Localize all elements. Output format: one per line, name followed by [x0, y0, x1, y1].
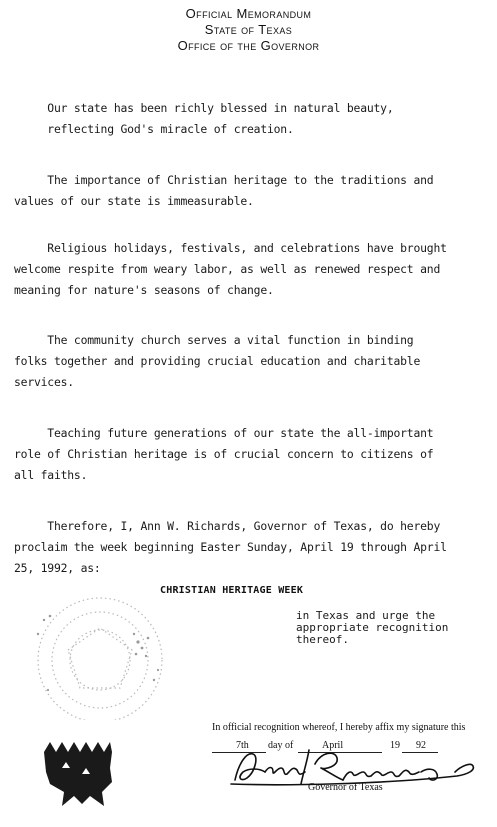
letterhead-line-office: Office of the Governor — [177, 38, 320, 53]
governor-title: Governor of Texas — [308, 782, 383, 793]
letterhead-line-state: State of Texas — [204, 22, 293, 37]
letterhead — [0, 6, 497, 54]
embossed-seal-icon — [8, 590, 183, 720]
paragraph-natural-beauty: Our state has been richly blessed in natural beauty, reflecting God's miracle of creation. — [47, 101, 394, 136]
year-prefix: 19 — [390, 740, 400, 751]
proclamation-title: CHRISTIAN HERITAGE WEEK — [160, 585, 304, 596]
paragraph-proclamation: Therefore, I, Ann W. Richards, Governor of Texas, do hereby proclaim the week beginning Easter Sunday, April 19 through April 25, 1992, as: — [14, 519, 447, 575]
proclamation-urge-text: in Texas and urge the appropriate recognition thereof. — [296, 609, 449, 646]
day-of-label: day of — [268, 740, 294, 751]
day-value: 7th — [236, 740, 249, 751]
paragraph-future-generations: Teaching future generations of our state the all-important role of Christian heritage is of crucial concern to citizens of all faiths. — [14, 426, 434, 482]
letterhead-line-official-memorandum: Official Memorandum — [185, 6, 312, 21]
paragraph-community-church: The community church serves a vital function in binding folks together and providing crucial education and charitable services. — [14, 333, 421, 389]
month-value: April — [322, 740, 344, 751]
year-value: 92 — [416, 740, 426, 751]
paragraph-religious-holidays: Religious holidays, festivals, and celebrations have brought welcome respite from weary labor, as well as renewed respect and meaning for nature's seasons of change. — [14, 241, 447, 297]
recognition-statement: In official recognition whereof, I hereby affix my signature this — [212, 722, 466, 733]
paragraph-christian-heritage-importance: The importance of Christian heritage to the traditions and values of our state is immeasurable. — [14, 173, 434, 208]
ribbon-seal-icon — [42, 738, 114, 808]
